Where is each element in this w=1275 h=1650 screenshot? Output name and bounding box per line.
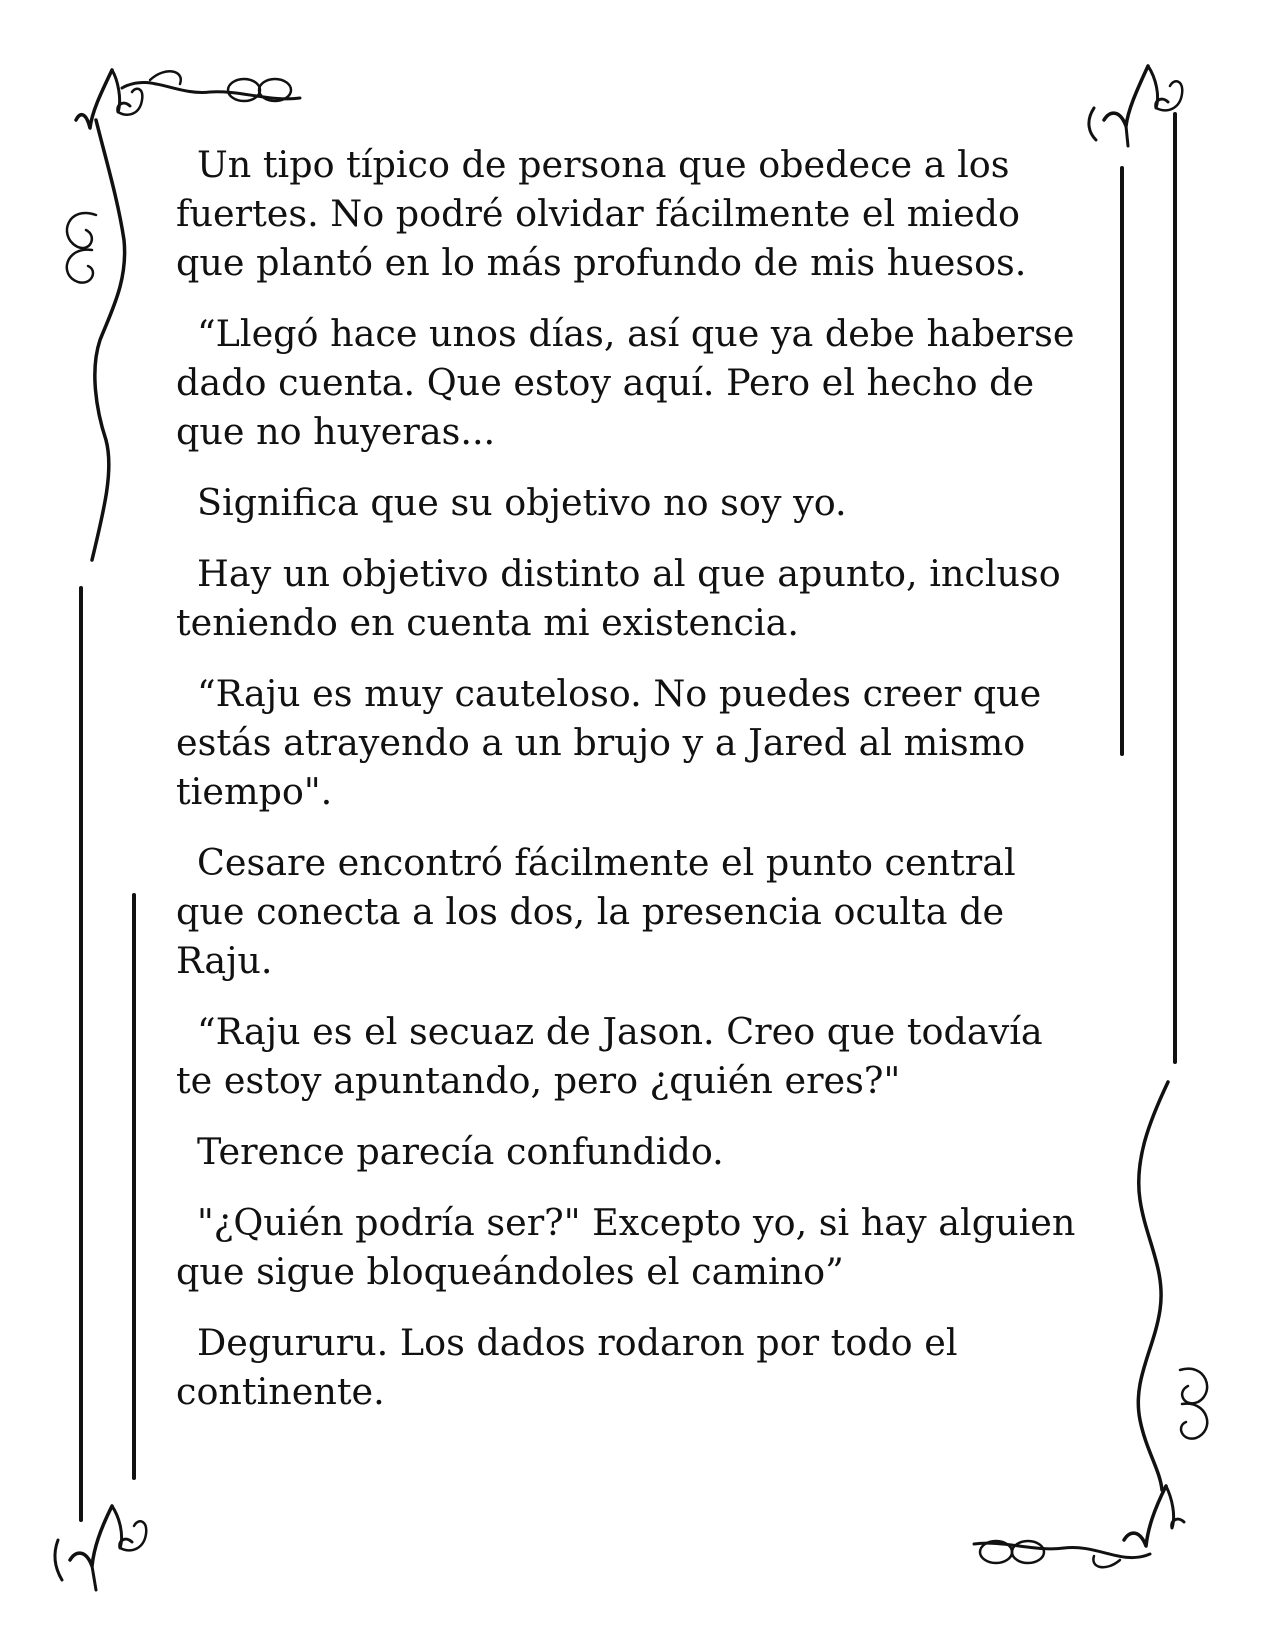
flourish-bottom-left [55, 1506, 146, 1590]
body-text [176, 140, 1076, 1438]
paragraph: “Raju es muy cauteloso. No puedes creer que estás atrayendo a un brujo y a Jared al mismo tiempo". [176, 672, 1042, 813]
flourish-top-right [1089, 66, 1182, 146]
paragraph: Significa que su objetivo no soy yo. [197, 481, 847, 524]
paragraph: “Llegó hace unos días, así que ya debe haberse dado cuenta. Que estoy aquí. Pero el hecho de que no huyeras... [176, 312, 1075, 453]
paragraph: Terence parecía confundido. [197, 1130, 724, 1173]
paragraph: Un tipo típico de persona que obedece a los fuertes. No podré olvidar fácilmente el miedo que plantó en lo más profundo de mis huesos. [176, 143, 1027, 284]
paragraph: Cesare encontró fácilmente el punto central que conecta a los dos, la presencia oculta de Raju. [176, 841, 1016, 982]
paragraph: Hay un objetivo distinto al que apunto, incluso teniendo en cuenta mi existencia. [176, 552, 1061, 644]
paragraph: "¿Quién podría ser?" Excepto yo, si hay alguien que sigue bloqueándoles el camino” [176, 1201, 1076, 1293]
paragraph: Degururu. Los dados rodaron por todo el continente. [176, 1321, 958, 1413]
paragraph: “Raju es el secuaz de Jason. Creo que todavía te estoy apuntando, pero ¿quién eres?" [176, 1010, 1043, 1102]
